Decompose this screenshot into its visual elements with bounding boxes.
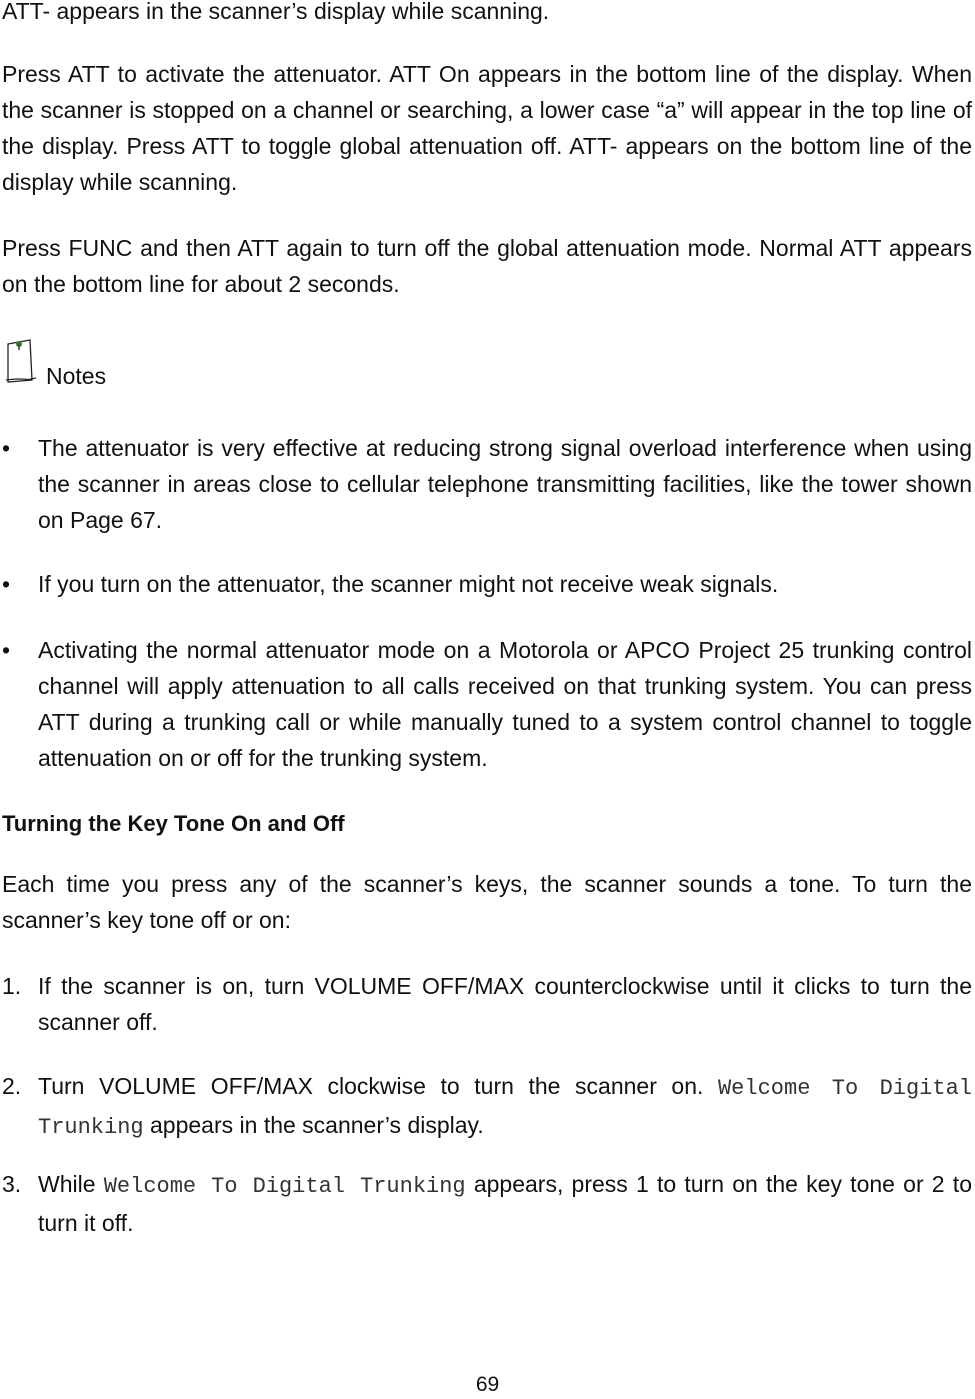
bullet-marker: • (2, 435, 11, 461)
page-number: 69 (475, 1373, 500, 1396)
note-bullet-text: Activating the normal attenuator mode on a Motorola or APCO Project 25 trunking control channel will apply attenuation to all calls received on that trunking system. You can press ATT during a trunking call or while manually tuned to a system control channel to toggle attenuation on or off for the trunking system. (38, 637, 972, 771)
paragraph-turn-off-global-attenuation: Press FUNC and then ATT again to turn off the global attenuation mode. Normal ATT appears on the bottom line for about 2 seconds. (2, 235, 972, 297)
step-text: If the scanner is on, turn VOLUME OFF/MAX counterclockwise until it clicks to turn the scanner off. (38, 973, 972, 1035)
step-text-after: appears, press 1 to turn on the key tone or 2 to turn it off. (38, 1171, 972, 1236)
notes-header (2, 336, 107, 389)
display-message: Welcome To Digital Trunking (38, 1076, 972, 1140)
display-message: Welcome To Digital Trunking (103, 1174, 466, 1199)
paragraph-att-scanning: ATT- appears in the scanner’s display while scanning. (2, 0, 550, 24)
step-number: 2. (2, 1073, 22, 1099)
notes-label: Notes (46, 363, 107, 389)
step-text (38, 1068, 972, 1146)
note-bullet-text: If you turn on the attenuator, the scanner might not receive weak signals. (38, 571, 779, 597)
bullet-marker: • (2, 637, 11, 663)
step-text-after: appears in the scanner’s display. (143, 1112, 484, 1138)
section-intro: Each time you press any of the scanner’s keys, the scanner sounds a tone. To turn the scanner’s key tone off or on: (2, 871, 972, 933)
note-pin-icon (2, 336, 42, 386)
step-number: 3. (2, 1171, 22, 1197)
section-heading: Turning the Key Tone On and Off (2, 811, 345, 836)
step-text (38, 1166, 972, 1241)
bullet-marker: • (2, 571, 11, 597)
step-text-before: Turn VOLUME OFF/MAX clockwise to turn the scanner on. (38, 1073, 718, 1099)
step-number: 1. (2, 973, 22, 999)
note-bullet-text: The attenuator is very effective at reducing strong signal overload interference when using the scanner in areas close to cellular telephone transmitting facilities, like the tower shown on Page 67. (38, 435, 972, 533)
step-text-before: While (38, 1171, 104, 1197)
paragraph-activate-attenuator: Press ATT to activate the attenuator. ATT On appears in the bottom line of the display. When the scanner is stopped on a channel or searching, a lower case “a” will appear in the top line of the display. Press ATT to toggle global attenuation off. ATT- appears on the bottom line of the display while scanning. (2, 61, 972, 195)
